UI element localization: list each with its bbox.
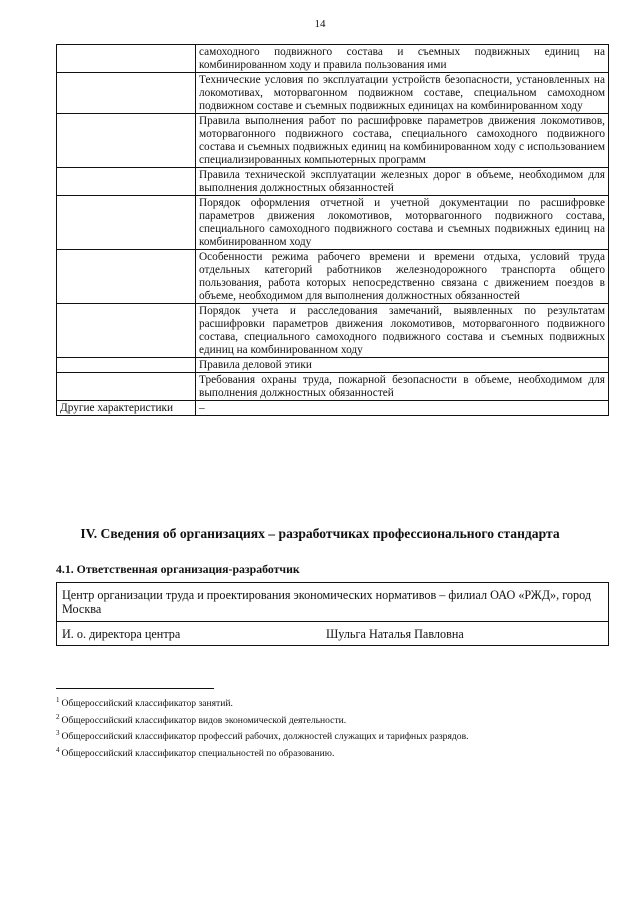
organization-box	[56, 582, 609, 646]
organization-divider	[57, 621, 608, 622]
footnote-number: 4	[56, 746, 60, 755]
table-row	[57, 114, 609, 168]
table-row	[57, 250, 609, 304]
table-cell-text: –	[196, 401, 609, 416]
table-cell-label	[57, 373, 196, 401]
table-cell-text: Правила деловой этики	[196, 358, 609, 373]
page-number: 14	[314, 18, 326, 30]
table-cell-text: Правила технической эксплуатации железных дорог в объеме, необходимом для выполнения должностных обязанностей	[196, 168, 609, 196]
footnote	[56, 711, 616, 728]
footnote-text: Общероссийский классификатор специальностей по образованию.	[61, 748, 335, 760]
table-cell-label	[57, 358, 196, 373]
footnote-separator	[56, 688, 214, 689]
footnote	[56, 694, 616, 711]
table-cell-label	[57, 250, 196, 304]
subsection-heading: 4.1. Ответственная организация-разработчик	[56, 562, 300, 576]
table-cell-text: Порядок оформления отчетной и учетной документации по расшифровке параметров движения локомотивов, моторвагонного подвижного состава, специального самоходного подвижного состава и съемных подвижных единиц на комбинированном ходу	[196, 196, 609, 250]
footnote	[56, 727, 616, 744]
table-row	[57, 373, 609, 401]
table-cell-label	[57, 114, 196, 168]
footnote-number: 1	[56, 696, 60, 704]
footnote-text: Общероссийский классификатор профессий рабочих, должностей служащих и тарифных разрядов.	[61, 731, 469, 743]
table-cell-label	[57, 45, 196, 73]
footnote	[56, 744, 616, 761]
table-cell-text: Особенности режима рабочего времени и времени отдыха, условий труда отдельных категорий работников железнодорожного транспорта общего пользования, работа которых непосредственно связана с движением поездов в объеме, необходимом для выполнения должностных обязанностей	[196, 250, 609, 304]
table-row	[57, 196, 609, 250]
table-row	[57, 304, 609, 358]
table-cell-label	[57, 73, 196, 114]
table-cell-label	[57, 168, 196, 196]
table-cell-label: Другие характеристики	[57, 401, 196, 416]
requirements-table	[56, 44, 609, 416]
footnote-text: Общероссийский классификатор занятий.	[61, 698, 233, 710]
section-heading: IV. Сведения об организациях – разработчиках профессионального стандарта	[80, 526, 560, 541]
table-row	[57, 401, 609, 416]
table-cell-text: Правила выполнения работ по расшифровке параметров движения локомотивов, моторвагонного подвижного состава, специального самоходного подвижного состава и съемных подвижных единиц на комбинированном ходу с использованием специализированных компьютерных программ	[196, 114, 609, 168]
table-cell-label	[57, 304, 196, 358]
organization-name: Центр организации труда и проектирования экономических нормативов – филиал ОАО «РЖД», город Москва	[62, 588, 592, 616]
table-cell-text: самоходного подвижного состава и съемных подвижных единиц на комбинированном ходу и правила пользования ими	[196, 45, 609, 73]
table-cell-text: Требования охраны труда, пожарной безопасности в объеме, необходимом для выполнения должностных обязанностей	[196, 373, 609, 401]
footnotes	[56, 694, 616, 761]
director-name: Шульга Наталья Павловна	[326, 627, 464, 641]
table-cell-text: Порядок учета и расследования замечаний, выявленных по результатам расшифровки параметров движения локомотивов, моторвагонного подвижного состава, специального самоходного подвижного состава и съемных подвижных единиц на комбинированном ходу	[196, 304, 609, 358]
director-role: И. о. директора центра	[62, 627, 181, 641]
footnote-number: 3	[56, 729, 60, 738]
footnote-number: 2	[56, 712, 60, 721]
footnote-text: Общероссийский классификатор видов экономической деятельности.	[61, 714, 347, 726]
table-cell-label	[57, 196, 196, 250]
table-cell-text: Технические условия по эксплуатации устройств безопасности, установленных на локомотивах, моторвагонном подвижном составе, специальном самоходном подвижном составе и съемных подвижных единицах на комбинированном ходу	[196, 73, 609, 114]
table-row	[57, 358, 609, 373]
table-row	[57, 73, 609, 114]
table-row	[57, 168, 609, 196]
table-row	[57, 45, 609, 73]
